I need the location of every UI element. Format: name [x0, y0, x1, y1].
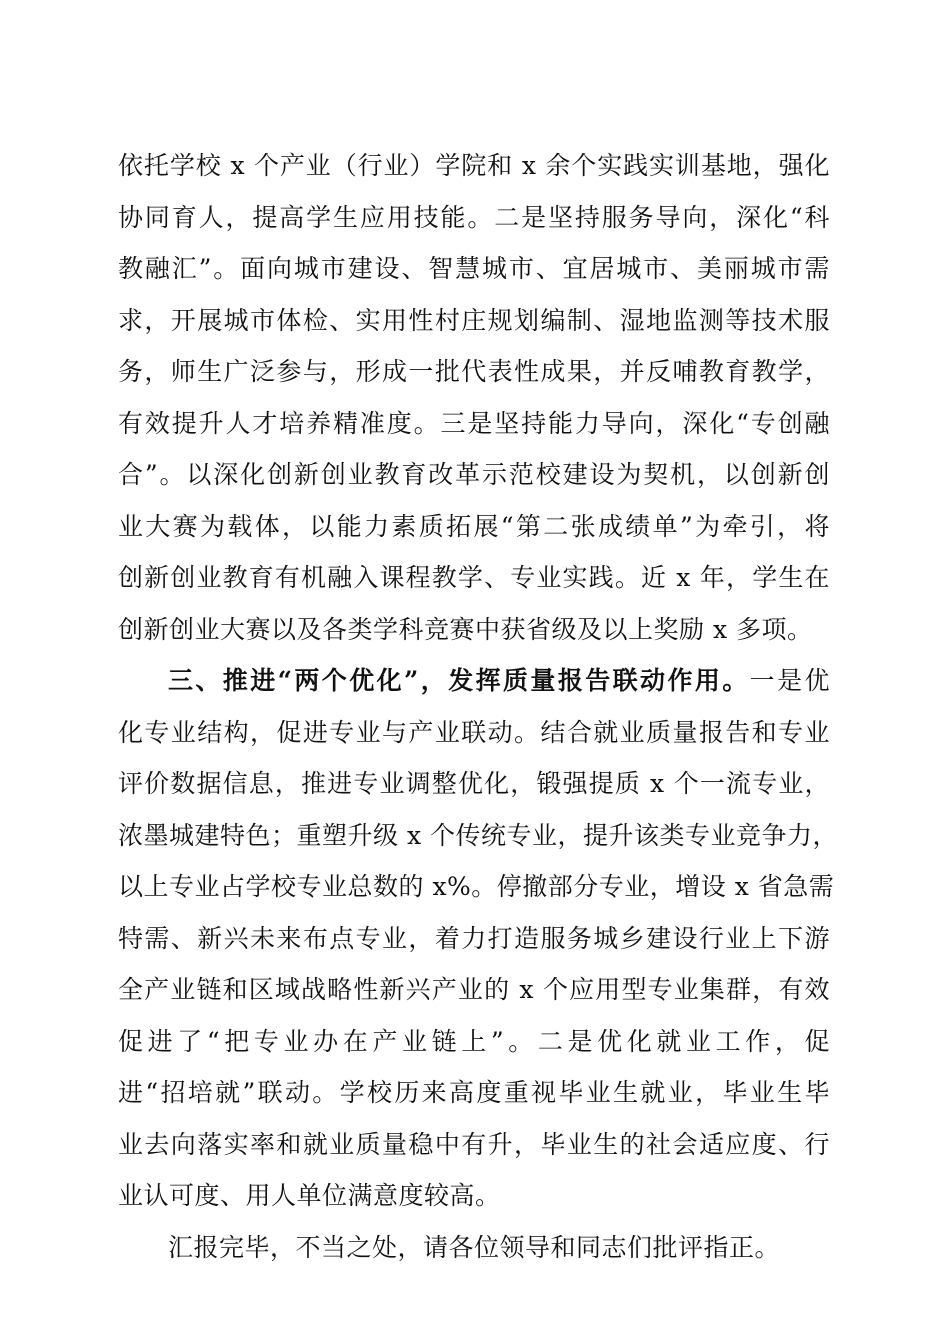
text-line: 依托学校 x 个产业（行业）学院和 x 余个实践实训基地，强化 — [118, 151, 830, 180]
text-line: 业认可度、用人单位满意度较高。 — [118, 1181, 501, 1210]
text-line: 教融汇”。面向城市建设、智慧城市、宜居城市、美丽城市需 — [118, 254, 830, 283]
text-line: 创新创业大赛以及各类学科竞赛中获省级及以上奖励 x 多项。 — [118, 614, 813, 644]
text-line: 浓墨城建特色；重塑升级 x 个传统专业，提升该类专业竞争力， — [118, 820, 838, 850]
text-line: 创新创业教育有机融入课程教学、专业实践。近 x 年，学生在 — [118, 563, 830, 592]
heading-line-rest: 一是优 — [749, 666, 830, 695]
text-line-heading — [118, 655, 830, 707]
text-line: 业去向落实率和就业质量稳中有升，毕业生的社会适应度、行 — [118, 1129, 830, 1159]
text-line: 以上专业占学校专业总数的 x%。停撤部分专业，增设 x 省急需 — [118, 872, 835, 901]
text-line: 全产业链和区域战略性新兴产业的 x 个应用型专业集群，有效 — [118, 975, 830, 1004]
closing-paragraph — [118, 1222, 830, 1274]
text-line: 合”。以深化创新创业教育改革示范校建设为契机，以创新创 — [118, 460, 830, 489]
text-line: 有效提升人才培养精准度。三是坚持能力导向，深化“专创融 — [118, 408, 830, 438]
document-body — [118, 140, 838, 1273]
text-line: 特需、新兴未来布点专业，着力打造服务城乡建设行业上下游 — [118, 923, 830, 953]
text-line: 进“招培就”联动。学校历来高度重视毕业生就业，毕业生毕 — [118, 1078, 830, 1107]
text-line: 求，开展城市体检、实用性村庄规划编制、湿地监测等技术服 — [118, 305, 830, 335]
paragraph-2 — [118, 655, 838, 1222]
paragraph-1 — [118, 140, 830, 655]
text-line: 协同育人，提高学生应用技能。二是坚持服务导向，深化“科 — [118, 202, 830, 232]
text-line: 促进了“把专业办在产业链上”。二是优化就业工作，促 — [118, 1026, 830, 1056]
text-line: 务，师生广泛参与，形成一批代表性成果，并反哺教育教学， — [118, 357, 830, 386]
section-heading: 三、推进“两个优化”，发挥质量报告联动作用。 — [168, 666, 750, 695]
text-line: 化专业结构，促进专业与产业联动。结合就业质量报告和专业 — [118, 717, 830, 747]
text-line: 业大赛为载体，以能力素质拓展“第二张成绩单”为牵引，将 — [118, 511, 830, 541]
closing-line: 汇报完毕，不当之处，请各位领导和同志们批评指正。 — [168, 1232, 781, 1262]
text-line: 评价数据信息，推进专业调整优化，锻强提质 x 个一流专业， — [118, 769, 830, 798]
